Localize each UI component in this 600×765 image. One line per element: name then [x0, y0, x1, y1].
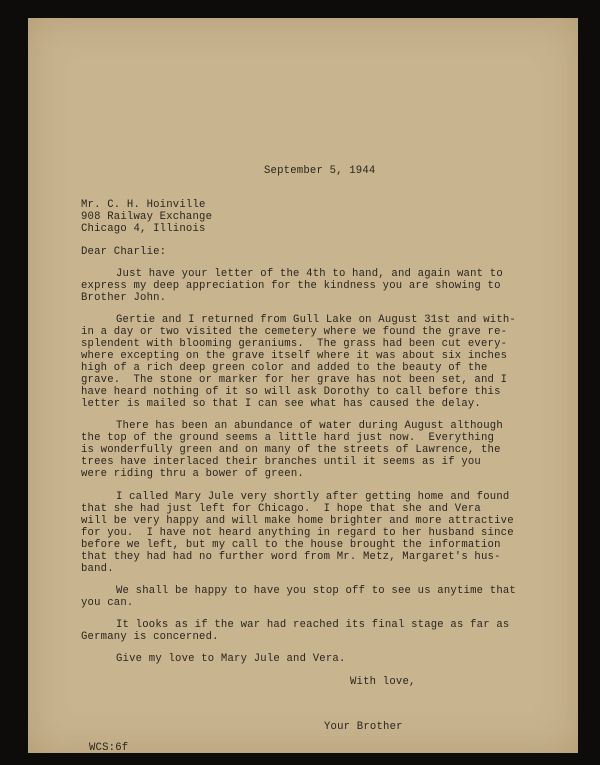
paragraph-2-line-5: high of a rich deep green color and added to the beauty of the [81, 362, 488, 374]
paragraph-2-line-4: where excepting on the grave itself where it was about six inches [81, 350, 508, 362]
paragraph-3-line-3: is wonderfully green and on many of the streets of Lawrence, the [81, 444, 501, 456]
paragraph-2-line-7: have heard nothing of it so will ask Dorothy to call before this [81, 386, 501, 398]
paragraph-7-line-1: Give my love to Mary Jule and Vera. [116, 653, 346, 665]
paragraph-5-line-1: We shall be happy to have you stop off to see us anytime that [116, 585, 516, 597]
paragraph-5-line-2: you can. [81, 597, 134, 609]
closing: With love, [350, 676, 416, 688]
paragraph-4-line-1: I called Mary Jule very shortly after getting home and found [116, 491, 510, 503]
letter-page [28, 18, 578, 753]
paragraph-2-line-1: Gertie and I returned from Gull Lake on August 31st and with- [116, 314, 516, 326]
paragraph-4-line-5: before we left, but my call to the house brought the information [81, 539, 501, 551]
paragraph-1-line-2: express my deep appreciation for the kindness you are showing to [81, 280, 501, 292]
paragraph-4-line-4: for you. I have not heard anything in regard to her husband since [81, 527, 514, 539]
paragraph-1-line-3: Brother John. [81, 292, 167, 304]
recipient-street: 908 Railway Exchange [81, 211, 213, 223]
paragraph-4-line-6: that they had had no further word from Mr. Metz, Margaret's hus- [81, 551, 501, 563]
paragraph-3-line-2: the top of the ground seems a little hard just now. Everything [81, 432, 495, 444]
paragraph-1-line-1: Just have your letter of the 4th to hand, and again want to [116, 268, 503, 280]
paragraph-6-line-1: It looks as if the war had reached its final stage as far as [116, 619, 510, 631]
salutation: Dear Charlie: [81, 246, 167, 258]
paragraph-2-line-2: in a day or two visited the cemetery where we found the grave re- [81, 326, 508, 338]
paragraph-3-line-5: were riding thru a bower of green. [81, 468, 304, 480]
signature-line: Your Brother [324, 721, 403, 733]
paragraph-3-line-4: trees have interlaced their branches until it seems as if you [81, 456, 481, 468]
paragraph-2-line-6: grave. The stone or marker for her grave has not been set, and I [81, 374, 508, 386]
recipient-city: Chicago 4, Illinois [81, 223, 206, 235]
paragraph-2-line-8: letter is mailed so that I can see what has caused the delay. [81, 398, 481, 410]
paragraph-4-line-7: band. [81, 563, 114, 575]
paragraph-6-line-2: Germany is concerned. [81, 631, 219, 643]
paragraph-3-line-1: There has been an abundance of water during August although [116, 420, 503, 432]
paragraph-4-line-3: will be very happy and will make home brighter and more attractive [81, 515, 514, 527]
paragraph-4-line-2: that she had just left for Chicago. I hope that she and Vera [81, 503, 481, 515]
typist-initials: WCS:6f [89, 742, 129, 754]
letter-date: September 5, 1944 [264, 165, 376, 177]
paragraph-2-line-3: splendent with blooming geraniums. The grass had been cut every- [81, 338, 508, 350]
recipient-name: Mr. C. H. Hoinville [81, 199, 206, 211]
